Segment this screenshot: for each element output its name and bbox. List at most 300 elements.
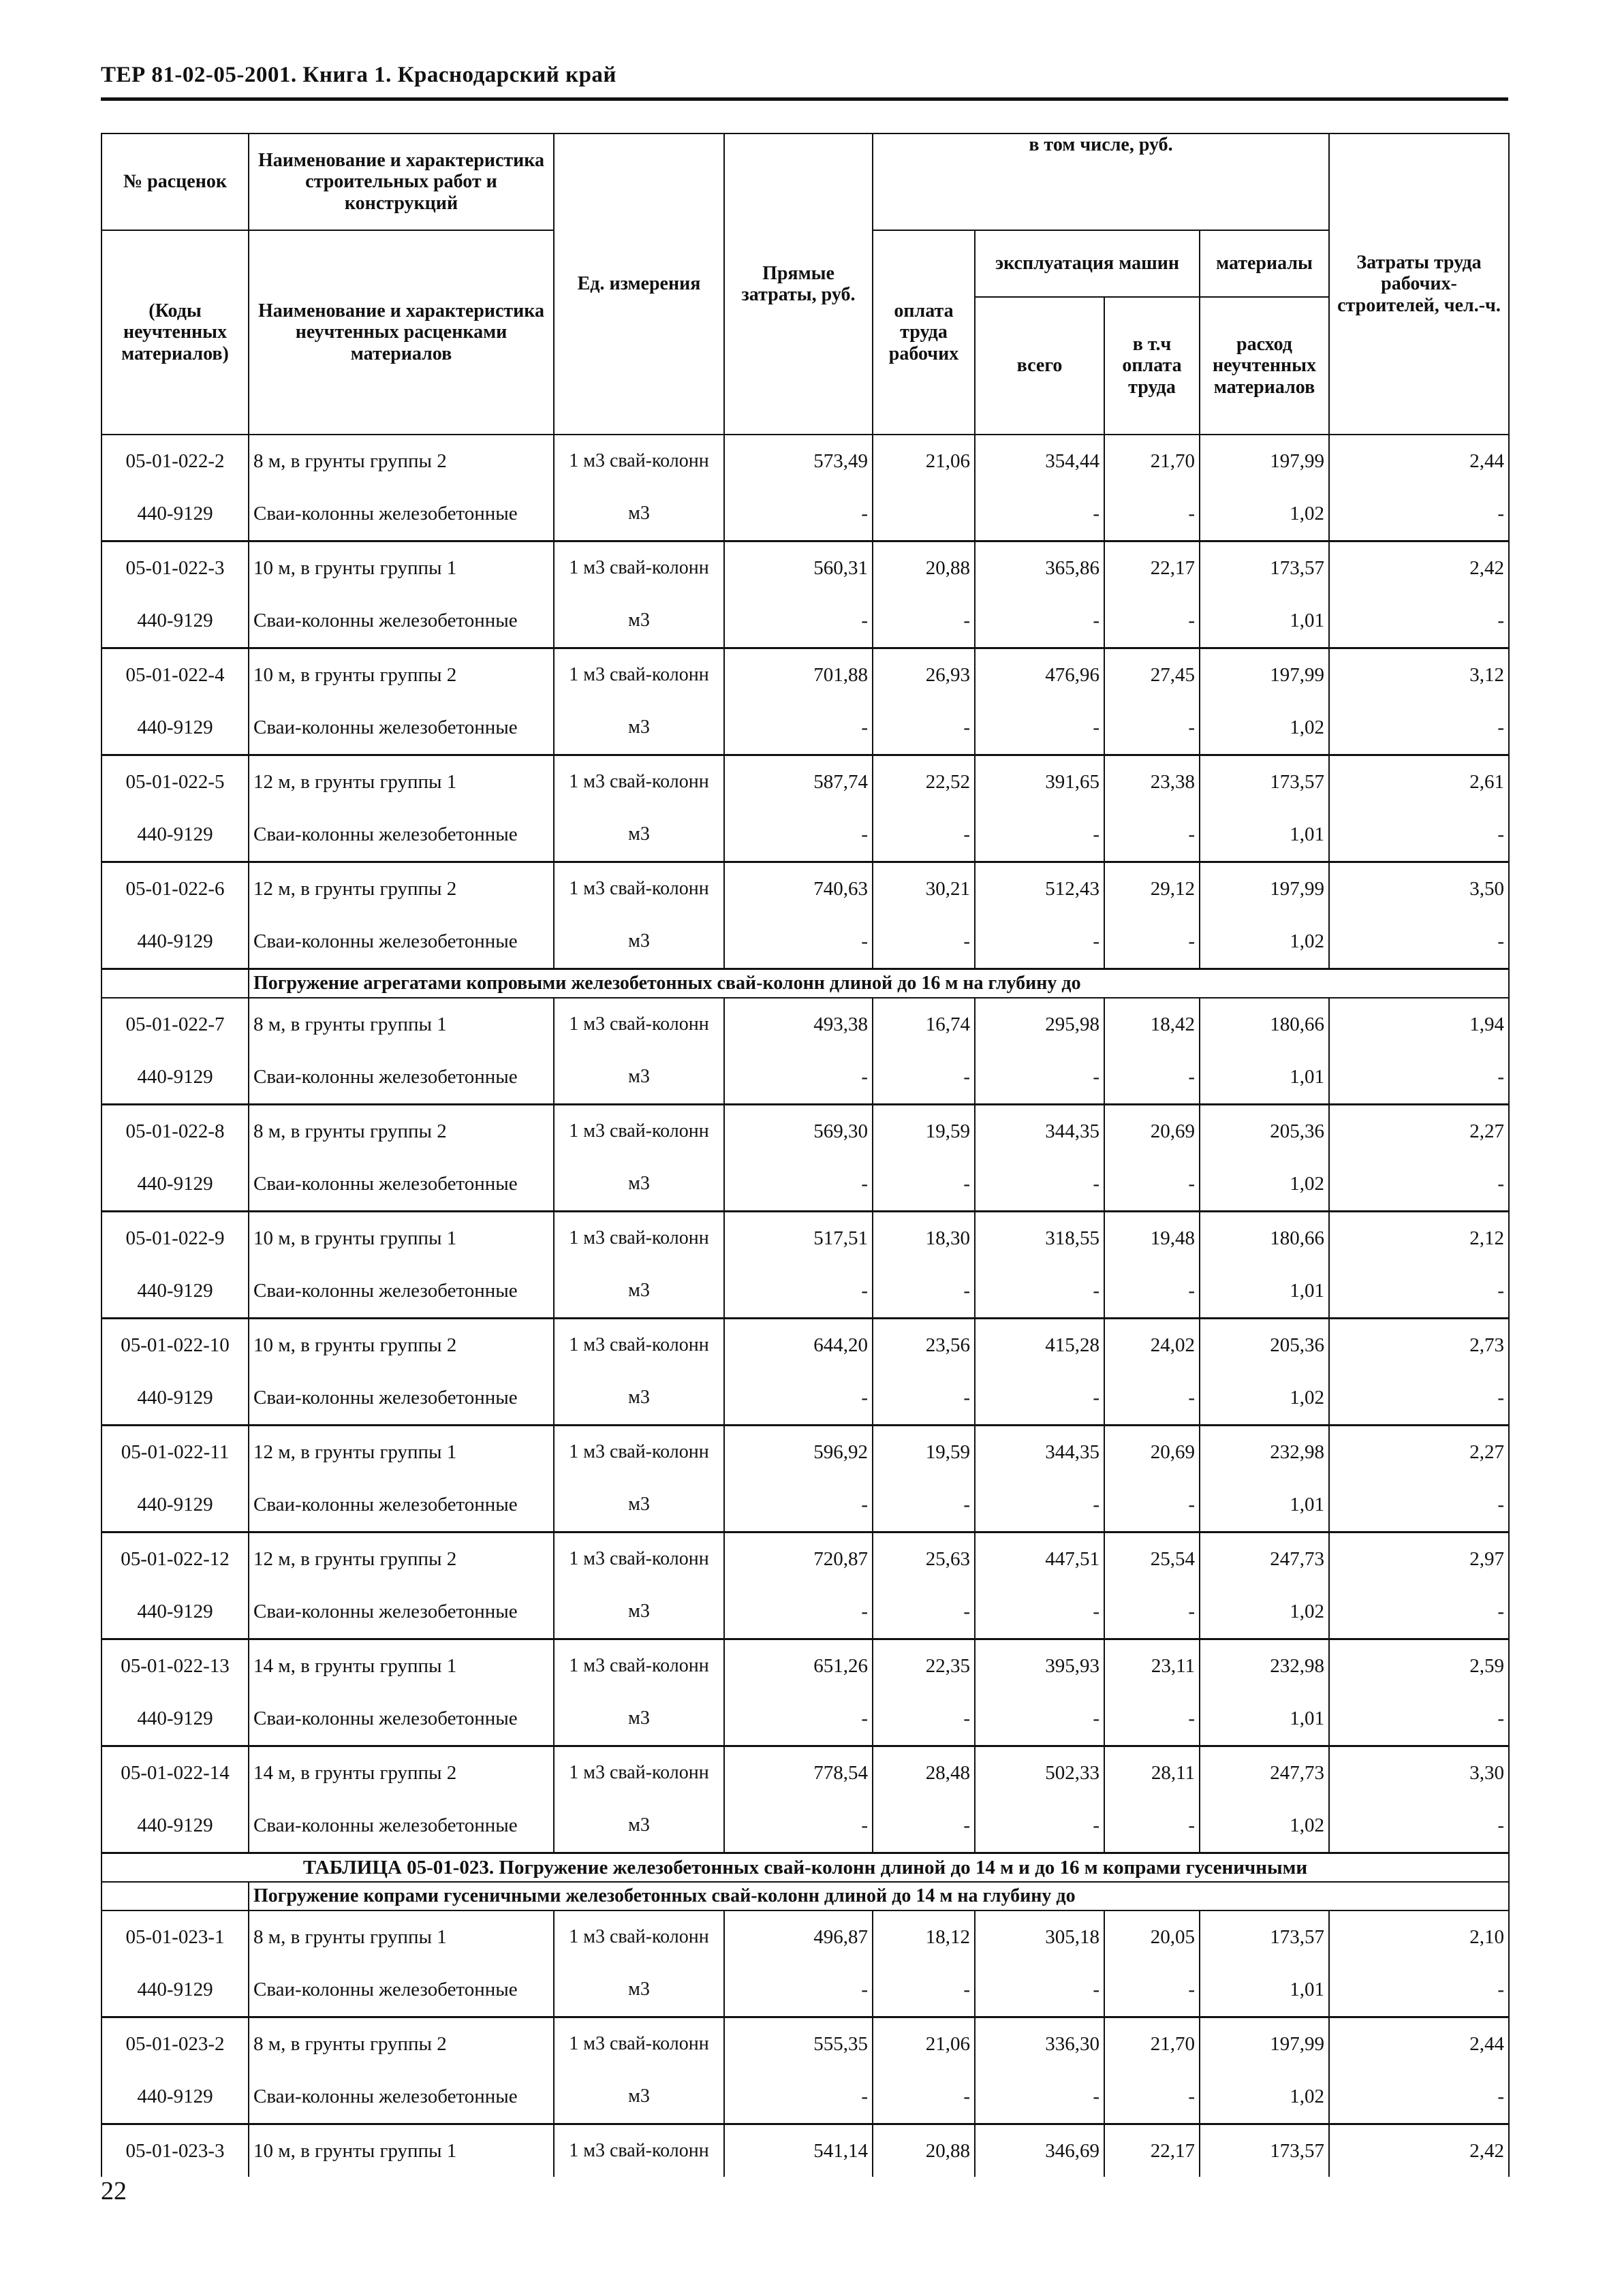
direct-cost-cell: - — [724, 915, 873, 969]
rate-row — [102, 1212, 1509, 1265]
labor-pay-cell: 16,74 — [873, 998, 975, 1050]
materials-cell: 173,57 — [1200, 541, 1329, 595]
code-cell: 05-01-022-8 — [102, 1105, 249, 1158]
machines-labor-cell: - — [1104, 1478, 1200, 1532]
name-cell: 10 м, в грунты группы 2 — [249, 1319, 554, 1372]
direct-cost-cell: - — [724, 487, 873, 541]
materials-cell: 1,01 — [1200, 594, 1329, 648]
name-cell: Сваи-колонны железобетонные — [249, 1692, 554, 1746]
materials-cell: 1,02 — [1200, 701, 1329, 755]
name-cell: 10 м, в грунты группы 1 — [249, 2124, 554, 2177]
labor-cost-cell: - — [1329, 1799, 1509, 1853]
machines-total-cell: 336,30 — [975, 2017, 1104, 2071]
machines-labor-cell: 19,48 — [1104, 1212, 1200, 1265]
machines-total-cell: - — [975, 915, 1104, 969]
machines-total-cell: 346,69 — [975, 2124, 1104, 2177]
unit-cell: м3 — [554, 1264, 724, 1319]
labor-cost-cell: 2,61 — [1329, 755, 1509, 808]
machines-total-cell: 318,55 — [975, 1212, 1104, 1265]
name-cell: 10 м, в грунты группы 1 — [249, 541, 554, 595]
material-row — [102, 487, 1509, 541]
direct-cost-cell: 587,74 — [724, 755, 873, 808]
name-cell: Сваи-колонны железобетонные — [249, 594, 554, 648]
machines-total-cell: 365,86 — [975, 541, 1104, 595]
labor-cost-cell: 2,27 — [1329, 1426, 1509, 1479]
labor-pay-cell: 22,52 — [873, 755, 975, 808]
materials-cell: 173,57 — [1200, 755, 1329, 808]
labor-cost-cell: - — [1329, 1692, 1509, 1746]
labor-cost-cell: 3,12 — [1329, 648, 1509, 702]
unit-cell: 1 м3 свай-колонн — [554, 862, 724, 915]
machines-total-cell: - — [975, 808, 1104, 862]
labor-pay-cell: 23,56 — [873, 1319, 975, 1372]
code-cell: 05-01-022-4 — [102, 648, 249, 702]
machines-labor-cell: - — [1104, 915, 1200, 969]
machines-labor-cell: - — [1104, 1264, 1200, 1319]
code-cell: 440-9129 — [102, 1963, 249, 2017]
machines-total-cell: 295,98 — [975, 998, 1104, 1050]
direct-cost-cell: 644,20 — [724, 1319, 873, 1372]
labor-pay-cell: 20,88 — [873, 541, 975, 595]
col-name-bottom: Наименование и характеристика неучтенных расценками материалов — [249, 230, 554, 435]
material-row — [102, 808, 1509, 862]
name-cell: Сваи-колонны железобетонные — [249, 2070, 554, 2124]
section-heading-row — [102, 969, 1509, 998]
code-cell: 05-01-022-5 — [102, 755, 249, 808]
name-cell: 8 м, в грунты группы 2 — [249, 2017, 554, 2071]
unit-cell: м3 — [554, 808, 724, 862]
code-cell: 440-9129 — [102, 701, 249, 755]
rate-row — [102, 1910, 1509, 1963]
direct-cost-cell: - — [724, 701, 873, 755]
code-cell: 440-9129 — [102, 915, 249, 969]
code-cell: 440-9129 — [102, 1264, 249, 1319]
direct-cost-cell: 701,88 — [724, 648, 873, 702]
material-row — [102, 1692, 1509, 1746]
rate-row — [102, 1105, 1509, 1158]
labor-cost-cell: - — [1329, 1963, 1509, 2017]
unit-cell: м3 — [554, 2070, 724, 2124]
direct-cost-cell: 651,26 — [724, 1639, 873, 1693]
direct-cost-cell: - — [724, 808, 873, 862]
name-cell: Сваи-колонны железобетонные — [249, 808, 554, 862]
name-cell: 8 м, в грунты группы 2 — [249, 1105, 554, 1158]
table-title: ТАБЛИЦА 05-01-023. Погружение железобетонных свай-колонн длиной до 14 м и до 16 м копрами гусеничными — [102, 1853, 1509, 1883]
materials-cell: 1,01 — [1200, 1963, 1329, 2017]
machines-labor-cell: 21,70 — [1104, 2017, 1200, 2071]
unit-cell: 1 м3 свай-колонн — [554, 435, 724, 487]
machines-total-cell: - — [975, 1157, 1104, 1212]
labor-pay-cell: - — [873, 1692, 975, 1746]
name-cell: Сваи-колонны железобетонные — [249, 1478, 554, 1532]
machines-labor-cell: 24,02 — [1104, 1319, 1200, 1372]
materials-cell: 1,01 — [1200, 1692, 1329, 1746]
machines-labor-cell: 20,69 — [1104, 1426, 1200, 1479]
machines-labor-cell: 18,42 — [1104, 998, 1200, 1050]
code-cell: 05-01-022-6 — [102, 862, 249, 915]
unit-cell: м3 — [554, 1050, 724, 1105]
machines-labor-cell: 20,69 — [1104, 1105, 1200, 1158]
direct-cost-cell: - — [724, 2070, 873, 2124]
code-cell: 440-9129 — [102, 1050, 249, 1105]
material-row — [102, 1050, 1509, 1105]
direct-cost-cell: 560,31 — [724, 541, 873, 595]
machines-total-cell: 391,65 — [975, 755, 1104, 808]
code-cell: 440-9129 — [102, 1157, 249, 1212]
direct-cost-cell: - — [724, 1050, 873, 1105]
machines-total-cell: 502,33 — [975, 1746, 1104, 1799]
machines-labor-cell: 28,11 — [1104, 1746, 1200, 1799]
materials-cell: 1,02 — [1200, 1585, 1329, 1639]
labor-pay-cell: 18,30 — [873, 1212, 975, 1265]
material-row — [102, 1799, 1509, 1853]
machines-labor-cell: - — [1104, 487, 1200, 541]
machines-total-cell: 305,18 — [975, 1910, 1104, 1963]
rate-row — [102, 435, 1509, 487]
machines-labor-cell: - — [1104, 594, 1200, 648]
direct-cost-cell: - — [724, 1692, 873, 1746]
machines-total-cell: 344,35 — [975, 1426, 1104, 1479]
unit-cell: 1 м3 свай-колонн — [554, 541, 724, 595]
name-cell: Сваи-колонны железобетонные — [249, 1585, 554, 1639]
unit-cell: 1 м3 свай-колонн — [554, 2124, 724, 2177]
unit-cell: м3 — [554, 1799, 724, 1853]
machines-labor-cell: - — [1104, 1371, 1200, 1426]
code-cell: 05-01-022-13 — [102, 1639, 249, 1693]
labor-cost-cell: 3,30 — [1329, 1746, 1509, 1799]
labor-cost-cell: - — [1329, 1050, 1509, 1105]
labor-cost-cell: 2,42 — [1329, 2124, 1509, 2177]
materials-cell: 197,99 — [1200, 2017, 1329, 2071]
machines-labor-cell: - — [1104, 701, 1200, 755]
machines-labor-cell: - — [1104, 1692, 1200, 1746]
rate-row — [102, 2124, 1509, 2177]
unit-cell: 1 м3 свай-колонн — [554, 1426, 724, 1479]
labor-pay-cell: 22,35 — [873, 1639, 975, 1693]
table-body — [102, 435, 1509, 2177]
col-materials-sub: расход неучтенных материалов — [1200, 297, 1329, 435]
direct-cost-cell: 517,51 — [724, 1212, 873, 1265]
materials-cell: 1,02 — [1200, 915, 1329, 969]
labor-pay-cell: 28,48 — [873, 1746, 975, 1799]
rate-row — [102, 2017, 1509, 2071]
labor-cost-cell: 2,44 — [1329, 435, 1509, 487]
direct-cost-cell: 496,87 — [724, 1910, 873, 1963]
labor-cost-cell: 2,44 — [1329, 2017, 1509, 2071]
unit-cell: м3 — [554, 594, 724, 648]
materials-cell: 197,99 — [1200, 435, 1329, 487]
rate-row — [102, 1426, 1509, 1479]
direct-cost-cell: - — [724, 1264, 873, 1319]
labor-pay-cell: - — [873, 1799, 975, 1853]
section-heading-row — [102, 1882, 1509, 1910]
materials-cell: 232,98 — [1200, 1639, 1329, 1693]
machines-total-cell: - — [975, 487, 1104, 541]
machines-labor-cell: 20,05 — [1104, 1910, 1200, 1963]
rate-row — [102, 998, 1509, 1050]
page-number: 22 — [101, 2177, 127, 2205]
direct-cost-cell: - — [724, 1157, 873, 1212]
labor-cost-cell: - — [1329, 701, 1509, 755]
code-cell: 05-01-022-14 — [102, 1746, 249, 1799]
labor-pay-cell: 21,06 — [873, 2017, 975, 2071]
rate-row — [102, 1746, 1509, 1799]
direct-cost-cell: 541,14 — [724, 2124, 873, 2177]
name-cell: 12 м, в грунты группы 2 — [249, 862, 554, 915]
direct-cost-cell: - — [724, 1963, 873, 2017]
unit-cell: 1 м3 свай-колонн — [554, 648, 724, 702]
materials-cell: 232,98 — [1200, 1426, 1329, 1479]
materials-cell: 173,57 — [1200, 2124, 1329, 2177]
machines-labor-cell: 21,70 — [1104, 435, 1200, 487]
rate-row — [102, 541, 1509, 595]
material-row — [102, 701, 1509, 755]
code-cell: 05-01-022-3 — [102, 541, 249, 595]
unit-cell: 1 м3 свай-колонн — [554, 1532, 724, 1586]
direct-cost-cell: - — [724, 1799, 873, 1853]
unit-cell: 1 м3 свай-колонн — [554, 2017, 724, 2071]
machines-labor-cell: 29,12 — [1104, 862, 1200, 915]
labor-cost-cell: - — [1329, 1264, 1509, 1319]
direct-cost-cell: 569,30 — [724, 1105, 873, 1158]
unit-cell: 1 м3 свай-колонн — [554, 998, 724, 1050]
unit-cell: 1 м3 свай-колонн — [554, 1319, 724, 1372]
rate-row — [102, 648, 1509, 702]
labor-pay-cell: - — [873, 915, 975, 969]
materials-cell: 197,99 — [1200, 648, 1329, 702]
name-cell: 14 м, в грунты группы 1 — [249, 1639, 554, 1693]
direct-cost-cell: - — [724, 1371, 873, 1426]
labor-cost-cell: - — [1329, 2070, 1509, 2124]
col-labor-cost: Затраты труда рабочих-строителей, чел.-ч. — [1329, 133, 1509, 435]
materials-cell: 180,66 — [1200, 1212, 1329, 1265]
materials-cell: 1,01 — [1200, 808, 1329, 862]
direct-cost-cell: 720,87 — [724, 1532, 873, 1586]
labor-pay-cell: - — [873, 1050, 975, 1105]
machines-labor-cell: 27,45 — [1104, 648, 1200, 702]
material-row — [102, 1963, 1509, 2017]
direct-cost-cell: 573,49 — [724, 435, 873, 487]
price-table — [101, 133, 1510, 2177]
col-name-top: Наименование и характеристика строительных работ и конструкций — [249, 133, 554, 230]
code-cell: 440-9129 — [102, 2070, 249, 2124]
labor-cost-cell: 2,10 — [1329, 1910, 1509, 1963]
name-cell: 10 м, в грунты группы 1 — [249, 1212, 554, 1265]
materials-cell: 205,36 — [1200, 1319, 1329, 1372]
labor-pay-cell: - — [873, 1157, 975, 1212]
machines-total-cell: 354,44 — [975, 435, 1104, 487]
code-cell: 440-9129 — [102, 808, 249, 862]
machines-labor-cell: - — [1104, 808, 1200, 862]
machines-total-cell: - — [975, 701, 1104, 755]
labor-cost-cell: - — [1329, 1371, 1509, 1426]
name-cell: 8 м, в грунты группы 1 — [249, 1910, 554, 1963]
unit-cell: 1 м3 свай-колонн — [554, 755, 724, 808]
materials-cell: 1,02 — [1200, 1371, 1329, 1426]
unit-cell: м3 — [554, 1157, 724, 1212]
table-title-row — [102, 1853, 1509, 1883]
materials-cell: 1,02 — [1200, 1799, 1329, 1853]
labor-cost-cell: 2,59 — [1329, 1639, 1509, 1693]
unit-cell: м3 — [554, 701, 724, 755]
machines-total-cell: 512,43 — [975, 862, 1104, 915]
labor-pay-cell: - — [873, 2070, 975, 2124]
unit-cell: м3 — [554, 1478, 724, 1532]
machines-total-cell: - — [975, 1264, 1104, 1319]
machines-total-cell: - — [975, 1371, 1104, 1426]
name-cell: Сваи-колонны железобетонные — [249, 487, 554, 541]
name-cell: Сваи-колонны железобетонные — [249, 1157, 554, 1212]
labor-pay-cell: 26,93 — [873, 648, 975, 702]
code-cell: 440-9129 — [102, 1371, 249, 1426]
machines-labor-cell: - — [1104, 1963, 1200, 2017]
materials-cell: 1,02 — [1200, 487, 1329, 541]
machines-total-cell: 395,93 — [975, 1639, 1104, 1693]
table-header — [102, 133, 1509, 435]
machines-total-cell: 415,28 — [975, 1319, 1104, 1372]
machines-labor-cell: 25,54 — [1104, 1532, 1200, 1586]
unit-cell: м3 — [554, 915, 724, 969]
name-cell: 8 м, в грунты группы 1 — [249, 998, 554, 1050]
machines-labor-cell: - — [1104, 2070, 1200, 2124]
direct-cost-cell: - — [724, 594, 873, 648]
direct-cost-cell: - — [724, 1585, 873, 1639]
name-cell: 8 м, в грунты группы 2 — [249, 435, 554, 487]
labor-pay-cell: - — [873, 1478, 975, 1532]
material-row — [102, 2070, 1509, 2124]
labor-pay-cell: - — [873, 1585, 975, 1639]
code-cell: 440-9129 — [102, 1692, 249, 1746]
machines-total-cell: 476,96 — [975, 648, 1104, 702]
direct-cost-cell: 778,54 — [724, 1746, 873, 1799]
labor-pay-cell: - — [873, 701, 975, 755]
name-cell: 12 м, в грунты группы 1 — [249, 755, 554, 808]
section-spacer — [102, 1882, 249, 1910]
unit-cell: м3 — [554, 1963, 724, 2017]
rate-row — [102, 1319, 1509, 1372]
material-row — [102, 1478, 1509, 1532]
labor-pay-cell: - — [873, 1963, 975, 2017]
machines-labor-cell: 23,38 — [1104, 755, 1200, 808]
name-cell: 14 м, в грунты группы 2 — [249, 1746, 554, 1799]
code-cell: 05-01-023-3 — [102, 2124, 249, 2177]
code-cell: 440-9129 — [102, 1478, 249, 1532]
unit-cell: 1 м3 свай-колонн — [554, 1910, 724, 1963]
col-direct: Прямые затраты, руб. — [724, 133, 873, 435]
labor-pay-cell: 25,63 — [873, 1532, 975, 1586]
materials-cell: 1,02 — [1200, 1157, 1329, 1212]
machines-total-cell: 447,51 — [975, 1532, 1104, 1586]
machines-total-cell: - — [975, 1050, 1104, 1105]
machines-labor-cell: - — [1104, 1585, 1200, 1639]
materials-cell: 1,01 — [1200, 1264, 1329, 1319]
name-cell: 12 м, в грунты группы 1 — [249, 1426, 554, 1479]
machines-total-cell: - — [975, 1963, 1104, 2017]
labor-cost-cell: 3,50 — [1329, 862, 1509, 915]
code-cell: 05-01-022-11 — [102, 1426, 249, 1479]
labor-pay-cell: 18,12 — [873, 1910, 975, 1963]
machines-labor-cell: - — [1104, 1799, 1200, 1853]
code-cell: 05-01-023-2 — [102, 2017, 249, 2071]
code-cell: 440-9129 — [102, 1585, 249, 1639]
labor-cost-cell: - — [1329, 594, 1509, 648]
materials-cell: 247,73 — [1200, 1532, 1329, 1586]
machines-total-cell: - — [975, 1585, 1104, 1639]
machines-total-cell: - — [975, 1478, 1104, 1532]
unit-cell: 1 м3 свай-колонн — [554, 1105, 724, 1158]
materials-cell: 1,01 — [1200, 1478, 1329, 1532]
col-unit: Ед. измерения — [554, 133, 724, 435]
name-cell: Сваи-колонны железобетонные — [249, 1371, 554, 1426]
labor-pay-cell: 21,06 — [873, 435, 975, 487]
section-spacer — [102, 969, 249, 998]
name-cell: Сваи-колонны железобетонные — [249, 1050, 554, 1105]
labor-cost-cell: 2,73 — [1329, 1319, 1509, 1372]
material-row — [102, 594, 1509, 648]
materials-cell: 173,57 — [1200, 1910, 1329, 1963]
name-cell: Сваи-колонны железобетонные — [249, 1264, 554, 1319]
labor-cost-cell: - — [1329, 1157, 1509, 1212]
machines-labor-cell: - — [1104, 1157, 1200, 1212]
unit-cell: м3 — [554, 1692, 724, 1746]
material-row — [102, 1157, 1509, 1212]
machines-total-cell: - — [975, 1692, 1104, 1746]
section-heading: Погружение агрегатами копровыми железобетонных свай-колонн длиной до 16 м на глубину до — [249, 969, 1509, 998]
materials-cell: 180,66 — [1200, 998, 1329, 1050]
labor-cost-cell: 2,27 — [1329, 1105, 1509, 1158]
code-cell: 05-01-022-2 — [102, 435, 249, 487]
material-row — [102, 1264, 1509, 1319]
labor-pay-cell: - — [873, 1371, 975, 1426]
labor-cost-cell: 2,97 — [1329, 1532, 1509, 1586]
col-machines-total: всего — [975, 297, 1104, 435]
material-row — [102, 1371, 1509, 1426]
labor-cost-cell: - — [1329, 808, 1509, 862]
materials-cell: 1,01 — [1200, 1050, 1329, 1105]
code-cell: 440-9129 — [102, 487, 249, 541]
col-incl: в том числе, руб. — [873, 133, 1329, 230]
direct-cost-cell: 555,35 — [724, 2017, 873, 2071]
rate-row — [102, 862, 1509, 915]
machines-total-cell: - — [975, 1799, 1104, 1853]
unit-cell: м3 — [554, 1371, 724, 1426]
labor-cost-cell: - — [1329, 487, 1509, 541]
code-cell: 05-01-022-12 — [102, 1532, 249, 1586]
labor-cost-cell: 2,42 — [1329, 541, 1509, 595]
labor-pay-cell: 19,59 — [873, 1105, 975, 1158]
direct-cost-cell: 493,38 — [724, 998, 873, 1050]
labor-cost-cell: - — [1329, 1478, 1509, 1532]
labor-pay-cell: - — [873, 808, 975, 862]
header-rule — [101, 97, 1508, 101]
machines-labor-cell: 22,17 — [1104, 541, 1200, 595]
material-row — [102, 915, 1509, 969]
code-cell: 05-01-022-7 — [102, 998, 249, 1050]
materials-cell: 205,36 — [1200, 1105, 1329, 1158]
col-materials: материалы — [1200, 230, 1329, 297]
labor-pay-cell — [873, 487, 975, 541]
machines-total-cell: - — [975, 2070, 1104, 2124]
materials-cell: 1,02 — [1200, 2070, 1329, 2124]
labor-pay-cell: 30,21 — [873, 862, 975, 915]
labor-pay-cell: 20,88 — [873, 2124, 975, 2177]
material-row — [102, 1585, 1509, 1639]
unit-cell: м3 — [554, 487, 724, 541]
machines-labor-cell: - — [1104, 1050, 1200, 1105]
labor-pay-cell: - — [873, 594, 975, 648]
machines-labor-cell: 23,11 — [1104, 1639, 1200, 1693]
name-cell: Сваи-колонны железобетонные — [249, 1799, 554, 1853]
